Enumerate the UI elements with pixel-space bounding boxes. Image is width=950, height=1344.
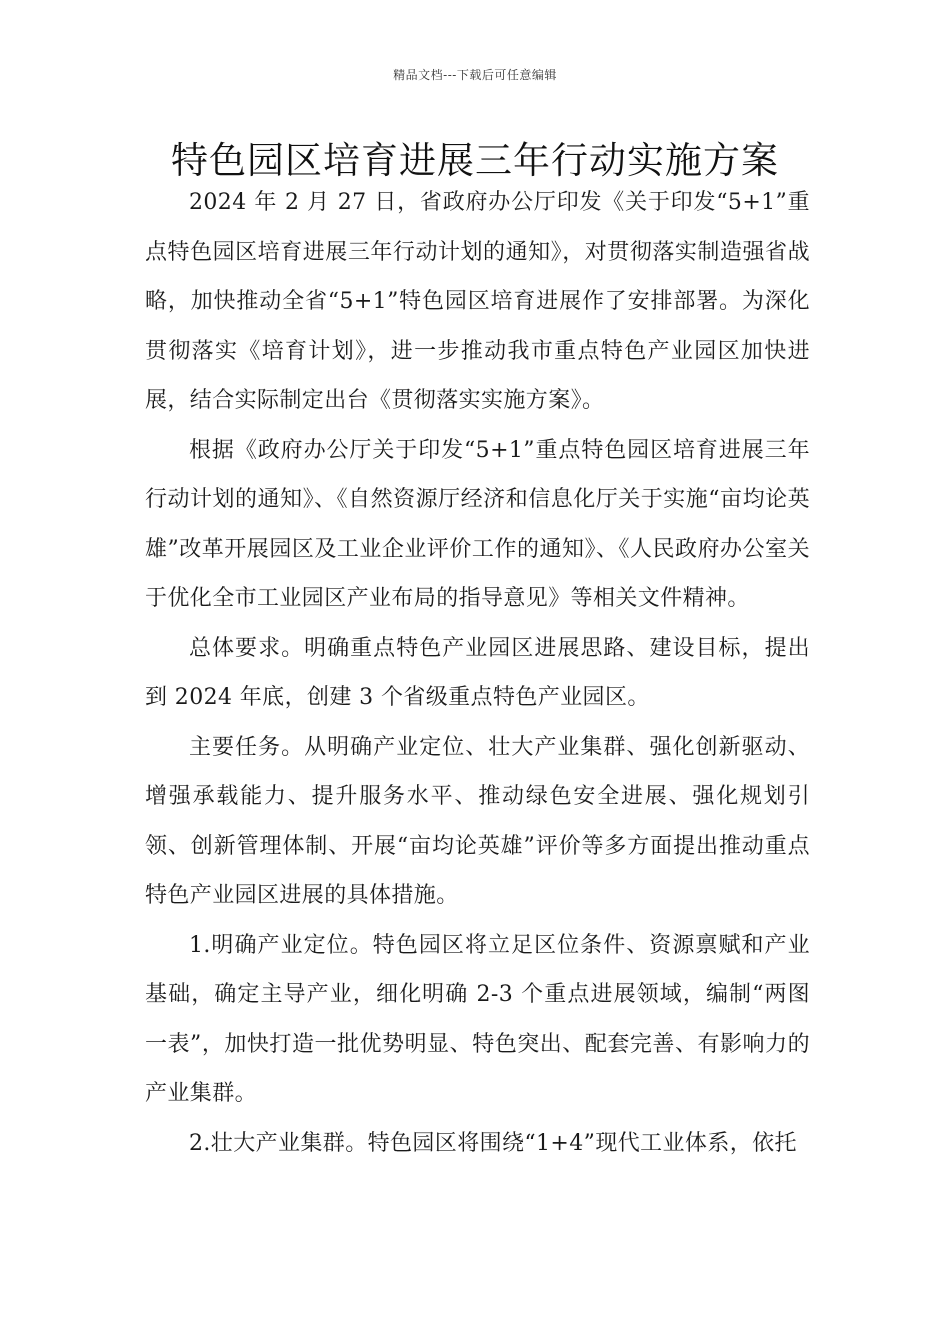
paragraph-main-tasks: 主要任务。从明确产业定位、壮大产业集群、强化创新驱动、增强承载能力、提升服务水平、推动绿色安全进展、强化规划引领、创新管理体制、开展“亩均论英雄”评价等多方面提出推动重点特色产业园区进展的具体措施。 [145, 734, 810, 908]
paragraph-task-2: 2.壮大产业集群。特色园区将围绕“1+4”现代工业体系，依托 [189, 1130, 797, 1156]
document-body [145, 178, 810, 1168]
paragraph-intro: 2024 年 2 月 27 日，省政府办公厅印发《关于印发“5+1”重点特色园区培育进展三年行动计划的通知》，对贯彻落实制造强省战略，加快推动全省“5+1”特色园区培育进展作了安排部署。为深化贯彻落实《培育计划》，进一步推动我市重点特色产业园区加快进展，结合实际制定出台《贯彻落实实施方案》。 [145, 190, 810, 413]
paragraph-task-1: 1.明确产业定位。特色园区将立足区位条件、资源禀赋和产业基础，确定主导产业，细化明确 2-3 个重点进展领域，编制“两图一表”，加快打造一批优势明显、特色突出、配套完善、有影响力的产业集群。 [145, 932, 810, 1106]
header-note: 精品文档---下载后可任意编辑 [393, 68, 557, 82]
paragraph-overall-requirements: 总体要求。明确重点特色产业园区进展思路、建设目标，提出到 2024 年底，创建 3 个省级重点特色产业园区。 [145, 635, 810, 710]
paragraph-basis: 根据《政府办公厅关于印发“5+1”重点特色园区培育进展三年行动计划的通知》、《自然资源厅经济和信息化厅关于实施“亩均论英雄”改革开展园区及工业企业评价工作的通知》、《人民政府办公室关于优化全市工业园区产业布局的指导意见》等相关文件精神。 [145, 437, 810, 611]
document-title: 特色园区培育进展三年行动实施方案 [171, 139, 779, 182]
